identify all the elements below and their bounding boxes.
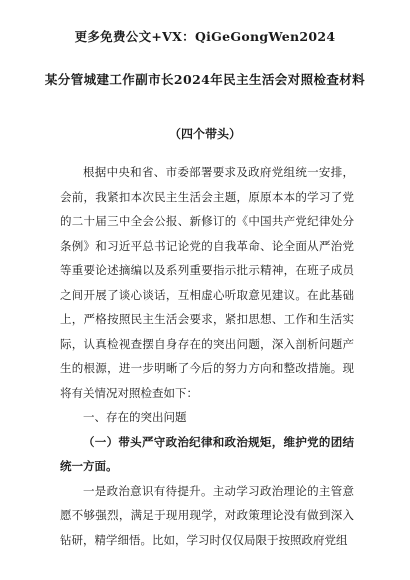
paragraph-point-one: 一是政治意识有待提升。主动学习政治理论的主管意愿不够强烈，满足于现用现学，对政策理论没有做到深入钻研，精学细悟。比如，学习时仅仅局限于按照政府党组 [60, 483, 354, 547]
document-subtitle: （四个带头） [168, 127, 241, 141]
paragraph-intro: 根据中央和省、市委部署要求及政府党组统一安排，会前，我紧扣本次民主生活会主题，原原本本的学习了党的二十届三中全会公报、新修订的《中国共产党纪律处分条例》和习近平总书记论党的自我革命、论全面从严治党等重要论述摘编以及系列重要指示批示精神，在班子成员之间开展了谈心谈话，互相虚心听取意见建议。在此基础上，严格按照民主生活会要求，紧扣思想、工作和生活实际，认真检视查摆自身存在的突出问题，深入剖析问题产生的根源，进一步明晰了今后的努力方向和整改措施。现将有关情况对照检查如下： [60, 165, 354, 400]
document-body [60, 160, 354, 552]
section-heading: 一、存在的突出问题 [83, 410, 187, 424]
watermark-text: 更多免费公文+VX：QiGeGongWen2024 [74, 29, 336, 44]
subsection-heading: （一）带头严守政治纪律和政治规矩，维护党的团结统一方面。 [60, 434, 354, 473]
document-title: 某分管城建工作副市长2024年民主生活会对照检查材料 [44, 72, 366, 87]
